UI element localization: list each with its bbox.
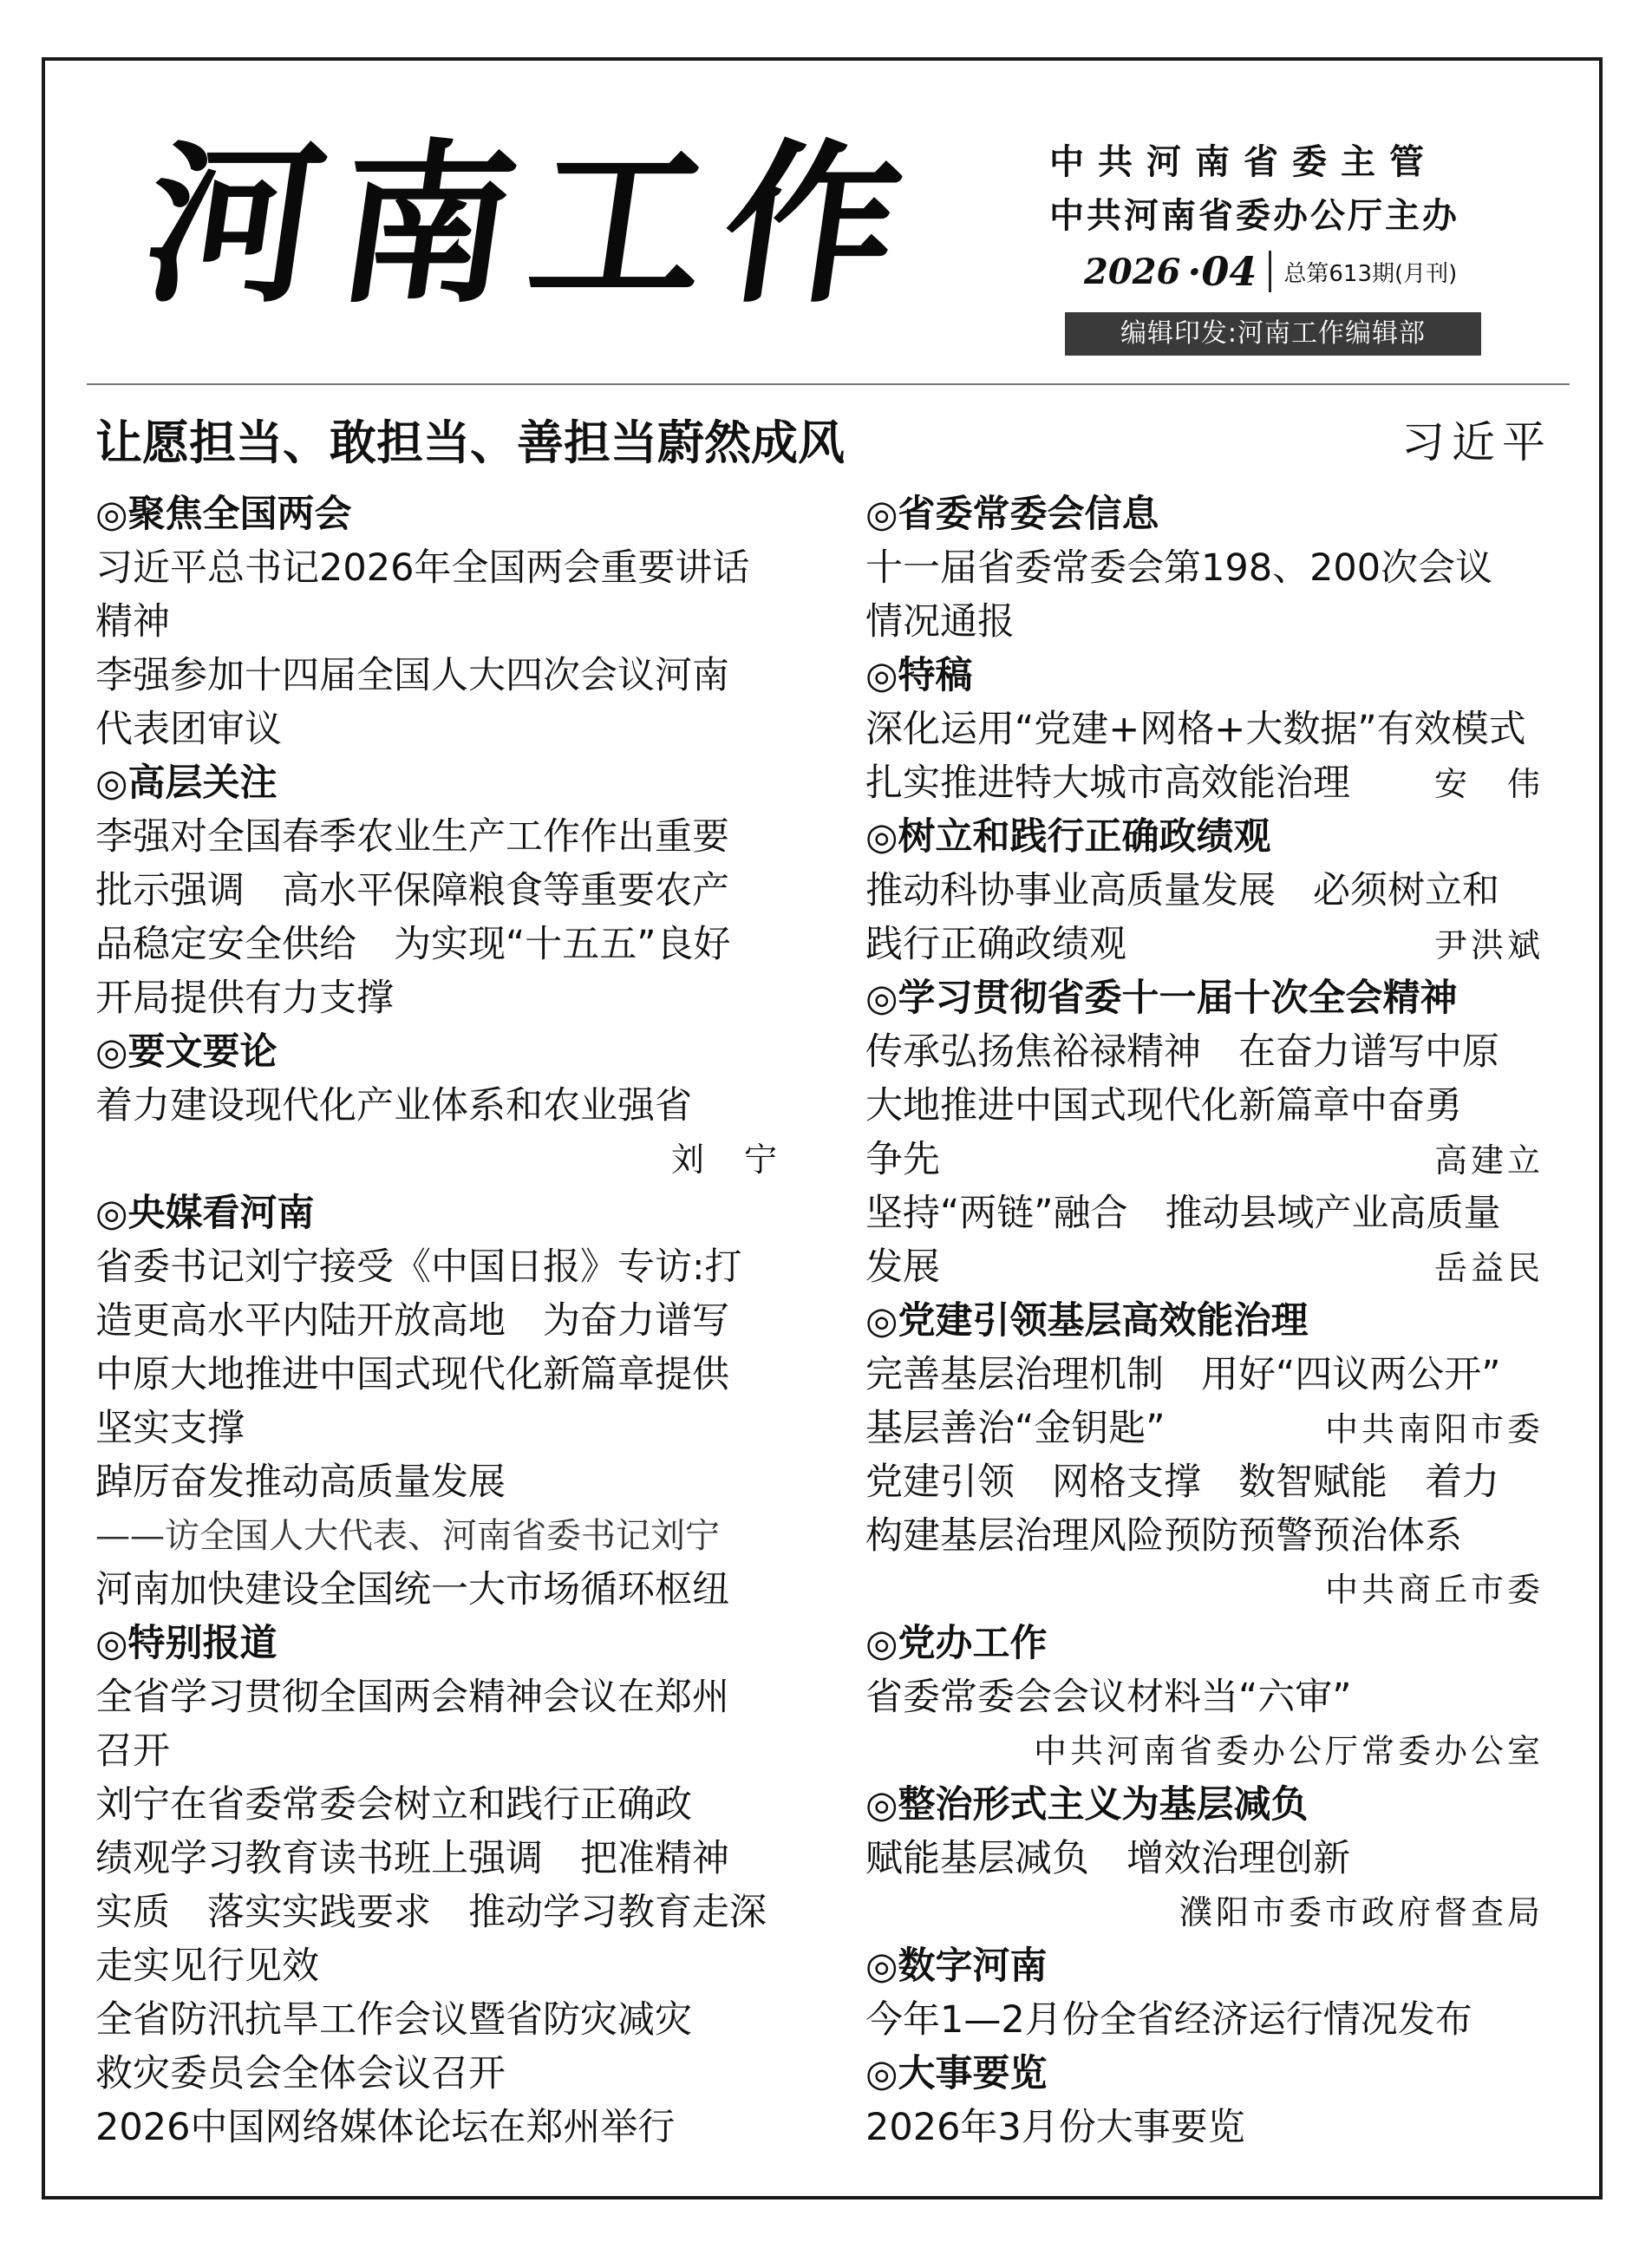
issue-divider [1269, 251, 1271, 292]
article-link[interactable]: 2026中国网络媒体论坛在郑州举行 [95, 2106, 676, 2149]
toc-right-column [865, 487, 1544, 2154]
article-link[interactable]: 实质 落实实践要求 推动学习教育走深 [95, 1891, 767, 1934]
article-line-with-author[interactable] [865, 1402, 1544, 1455]
section-heading: ◎省委常委会信息 [865, 493, 1159, 536]
section-heading: ◎高层关注 [95, 761, 278, 805]
article-link[interactable]: 党建引领 网格支撑 数智赋能 着力 [865, 1461, 1499, 1504]
lead-article-title[interactable]: 让愿担当、敢担当、善担当蔚然成风 [95, 415, 845, 470]
supervisor-line: 中共河南省委主管 [1049, 141, 1438, 182]
article-link[interactable]: 习近平总书记2026年全国两会重要讲话 [95, 546, 750, 590]
article-link[interactable]: 深化运用“党建+网格+大数据”有效模式 [865, 708, 1526, 751]
lead-article-author: 习近平 [1401, 417, 1552, 467]
article-link[interactable]: 中原大地推进中国式现代化新篇章提供 [95, 1353, 729, 1396]
article-link[interactable]: 开局提供有力支撑 [95, 977, 394, 1020]
section-heading: ◎聚焦全国两会 [95, 493, 352, 536]
article-link[interactable]: 全省防汛抗旱工作会议暨省防灾减灾 [95, 1998, 692, 2042]
article-link[interactable]: 李强参加十四届全国人大四次会议河南 [95, 654, 729, 697]
article-link[interactable]: 今年1—2月份全省经济运行情况发布 [865, 1998, 1472, 2042]
section-heading: ◎党办工作 [865, 1622, 1048, 1665]
section-heading: ◎特稿 [865, 654, 973, 697]
article-author: 刘 宁 [670, 1141, 780, 1179]
article-author: 岳益民 [1433, 1249, 1544, 1287]
issue-info [1084, 241, 1457, 302]
article-author: 安 伟 [1433, 765, 1544, 803]
article-link[interactable]: 推动科协事业高质量发展 必须树立和 [865, 869, 1499, 912]
article-link[interactable]: 坚实支撑 [95, 1407, 245, 1450]
section-heading: ◎央媒看河南 [95, 1192, 315, 1235]
article-link[interactable]: 争先 [865, 1138, 940, 1181]
issue-year: 2026 [1084, 251, 1181, 292]
article-link[interactable]: 精神 [95, 600, 170, 644]
article-link[interactable]: 传承弘扬焦裕禄精神 在奋力谱写中原 [865, 1030, 1499, 1074]
article-link[interactable]: 救灾委员会全体会议召开 [95, 2052, 506, 2095]
article-subtitle: ——访全国人大代表、河南省委书记刘宁 [95, 1516, 720, 1556]
section-heading: ◎学习贯彻省委十一届十次全会精神 [865, 977, 1458, 1020]
issue-total: 总第613期(月刊) [1283, 260, 1458, 287]
article-link[interactable]: 大地推进中国式现代化新篇章中奋勇 [865, 1084, 1462, 1128]
article-link[interactable]: 代表团审议 [95, 708, 282, 751]
article-link[interactable]: 坚持“两链”融合 推动县域产业高质量 [865, 1192, 1501, 1235]
lead-article[interactable] [95, 408, 1552, 477]
section-heading: ◎大事要览 [865, 2052, 1048, 2095]
article-link[interactable]: 造更高水平内陆开放高地 为奋力谱写 [95, 1299, 729, 1343]
issue-number: ·04 [1187, 248, 1257, 295]
masthead-title: 河南工作 [133, 123, 932, 327]
article-line-with-author[interactable] [865, 756, 1544, 810]
article-author: 中共商丘市委 [1324, 1571, 1544, 1609]
section-heading: ◎数字河南 [865, 1945, 1048, 1988]
section-heading: ◎特别报道 [95, 1622, 278, 1665]
article-link[interactable]: 完善基层治理机制 用好“四议两公开” [865, 1353, 1501, 1396]
article-link[interactable]: 批示强调 高水平保障粮食等重要农产 [95, 869, 729, 912]
article-link[interactable]: 践行正确政绩观 [865, 923, 1126, 966]
article-link[interactable]: 着力建设现代化产业体系和农业强省 [95, 1084, 692, 1128]
article-link[interactable]: 情况通报 [865, 600, 1015, 644]
article-link[interactable]: 品稳定安全供给 为实现“十五五”良好 [95, 923, 731, 966]
article-line-with-author[interactable] [865, 1133, 1544, 1186]
toc-left-column [95, 487, 780, 2154]
header-divider [87, 383, 1570, 385]
article-link[interactable]: 2026年3月份大事要览 [865, 2106, 1245, 2149]
sponsor-line: 中共河南省委办公厅主办 [1049, 195, 1459, 236]
article-link[interactable]: 十一届省委常委会第198、200次会议 [865, 546, 1493, 590]
article-line-with-author[interactable] [865, 1240, 1544, 1294]
section-heading: ◎党建引领基层高效能治理 [865, 1299, 1309, 1343]
article-link[interactable]: 河南加快建设全国统一大市场循环枢纽 [95, 1568, 729, 1611]
article-link[interactable]: 李强对全国春季农业生产工作作出重要 [95, 815, 729, 859]
editor-banner: 编辑印发:河南工作编辑部 [1065, 312, 1481, 356]
article-line-with-author[interactable] [865, 918, 1544, 971]
article-link[interactable]: 走实见行见效 [95, 1945, 319, 1988]
article-link[interactable]: 基层善治“金钥匙” [865, 1407, 1166, 1450]
article-author: 中共南阳市委 [1324, 1410, 1544, 1448]
article-link[interactable]: 刘宁在省委常委会树立和践行正确政 [95, 1783, 692, 1827]
article-link[interactable]: 全省学习贯彻全国两会精神会议在郑州 [95, 1676, 729, 1719]
article-link[interactable]: 赋能基层减负 增效治理创新 [865, 1837, 1350, 1880]
section-heading: ◎整治形式主义为基层减负 [865, 1783, 1309, 1827]
article-author: 中共河南省委办公厅常委办公室 [1033, 1732, 1544, 1770]
section-heading: ◎要文要论 [95, 1030, 278, 1074]
article-link[interactable]: 踔厉奋发推动高质量发展 [95, 1461, 506, 1504]
article-link[interactable]: 召开 [95, 1729, 170, 1773]
article-author: 尹洪斌 [1433, 926, 1544, 964]
article-link[interactable]: 绩观学习教育读书班上强调 把准精神 [95, 1837, 729, 1880]
article-link[interactable]: 省委书记刘宁接受《中国日报》专访:打 [95, 1245, 742, 1289]
article-author: 濮阳市委市政府督查局 [1179, 1893, 1544, 1931]
article-link[interactable]: 省委常委会会议材料当“六审” [865, 1676, 1352, 1719]
section-heading: ◎树立和践行正确政绩观 [865, 815, 1271, 859]
article-link[interactable]: 扎实推进特大城市高效能治理 [865, 761, 1350, 805]
article-author: 高建立 [1433, 1141, 1544, 1180]
article-link[interactable]: 构建基层治理风险预防预警预治体系 [865, 1514, 1462, 1558]
article-link[interactable]: 发展 [865, 1245, 940, 1289]
